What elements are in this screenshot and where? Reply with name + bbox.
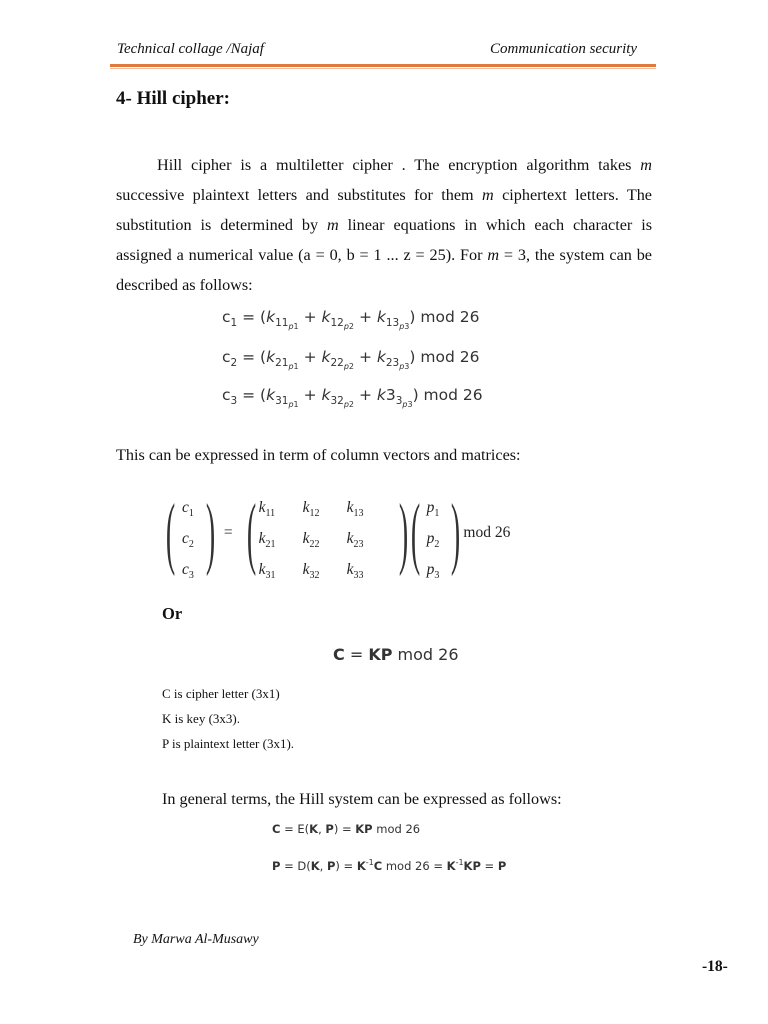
c-vector	[174, 495, 202, 582]
key-matrix-entry: $k_{12}$	[302, 499, 320, 520]
equation-1: $c_1 = (k_{11_{p1}} + k_{12_{p2}} + k_{13_{p3}})$ mod 26	[222, 308, 480, 332]
definition-c: C is cipher letter (3x1)	[162, 686, 280, 701]
c-vector-entry: $c_1$	[182, 499, 194, 520]
key-matrix-entry: $k_{31}$	[258, 561, 276, 582]
key-matrix-entry: $k_{22}$	[302, 530, 320, 551]
header-left: Technical collage /Najaf	[117, 41, 264, 57]
p-vector-entry: $p_3$	[426, 561, 440, 582]
matrix-intro: This can be expressed in term of column vectors and matrices:	[116, 446, 521, 464]
right-paren: )	[451, 489, 461, 577]
key-matrix-entry: $k_{13}$	[346, 499, 364, 520]
p-vector-entry: $p_2$	[426, 530, 440, 551]
or-label: Or	[162, 604, 183, 623]
left-paren: (	[246, 489, 256, 577]
matrix-equation	[162, 489, 511, 582]
compact-equation: C = KP mod 26	[333, 645, 459, 664]
header-right: Communication security	[490, 41, 638, 57]
intro-text: Hill cipher is a multiletter cipher . The encryption algorithm takes m successive plaintext letters and substitutes for them m ciphertext letters. The substitution is determined by m linear equations in which each character is assigned a numerical value (a = 0, b = 1 ... z = 25). For m = 3, the system can be described as follows:	[116, 156, 652, 294]
left-paren: (	[165, 489, 176, 577]
p-vector	[419, 495, 448, 582]
c-vector-entry: $c_3$	[182, 561, 194, 582]
intro-paragraph	[116, 150, 652, 300]
key-matrix-entry: $k_{23}$	[346, 530, 364, 551]
key-matrix	[255, 495, 395, 582]
right-paren: )	[205, 489, 216, 577]
equation-3: $c_3 = (k_{31_{p1}} + k_{32_{p2}} + k3_{3_{p3}})$ mod 26	[222, 386, 483, 410]
footer-author: By Marwa Al-Musawy	[133, 932, 259, 947]
header-rule-thin	[110, 68, 656, 69]
equation-2: $c_2 = (k_{21_{p1}} + k_{22_{p2}} + k_{23_{p3}})$ mod 26	[222, 348, 480, 372]
definition-p: P is plaintext letter (3x1).	[162, 736, 295, 751]
key-matrix-entry: $k_{11}$	[258, 499, 276, 520]
equals-sign: =	[223, 524, 233, 541]
key-matrix-entry: $k_{33}$	[346, 561, 364, 582]
decryption-equation: P = D(K, $P) = K^{-1}C$ mod $26 = K^{-1}KP = P$	[272, 858, 507, 873]
definition-k: K is key (3x3).	[162, 711, 240, 726]
general-text: In general terms, the Hill system can be expressed as follows:	[162, 790, 562, 808]
right-paren: )	[398, 489, 408, 577]
encryption-equation: C = E(K, P) = KP mod 26	[272, 822, 421, 836]
header-rule	[110, 64, 656, 67]
matrix-mod: mod 26	[463, 524, 511, 541]
section-heading: 4- Hill cipher:	[116, 88, 230, 109]
left-paren: (	[410, 489, 420, 577]
key-matrix-entry: $k_{32}$	[302, 561, 320, 582]
p-vector-entry: $p_1$	[426, 499, 440, 520]
page-number: -18-	[702, 958, 728, 975]
c-vector-entry: $c_2$	[182, 530, 194, 551]
key-matrix-entry: $k_{21}$	[258, 530, 276, 551]
